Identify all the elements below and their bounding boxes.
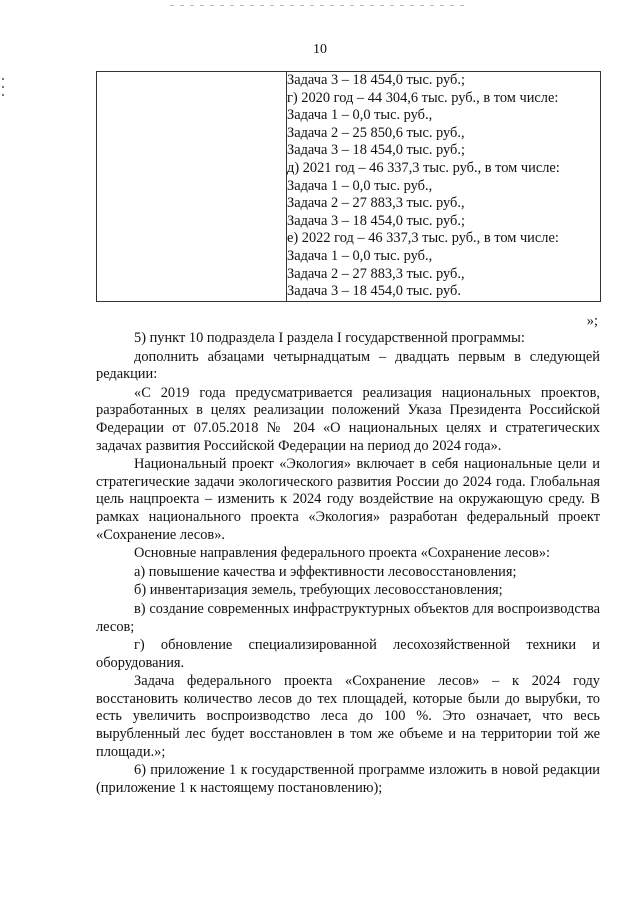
paragraph-item-5: 5) пункт 10 подраздела I раздела I государственной программы: bbox=[134, 330, 525, 346]
funding-line: Задача 2 – 25 850,6 тыс. руб., bbox=[287, 124, 465, 141]
funding-line: Задача 3 – 18 454,0 тыс. руб.; bbox=[287, 142, 465, 159]
paragraph-ecology-project: Национальный проект «Экология» включает в себя национальные цели и стратегические задачи экологического развития России до 2024 года. Глобальная цель нацпроекта – изменить к 2024 году воздействие на окружающую среду. В рамках национального проекта «Экология» разработан федеральный проект «Сохранение лесов». bbox=[96, 456, 600, 543]
funding-line: Задача 2 – 27 883,3 тыс. руб., bbox=[287, 195, 465, 212]
list-item-b: б) инвентаризация земель, требующих лесовосстановления; bbox=[134, 582, 503, 599]
funding-line: Задача 1 – 0,0 тыс. руб., bbox=[287, 177, 433, 194]
paragraph-directions-heading: Основные направления федерального проекта «Сохранение лесов»: bbox=[134, 545, 551, 562]
closing-quote: »; bbox=[586, 313, 598, 329]
funding-line: е) 2022 год – 46 337,3 тыс. руб., в том числе: bbox=[287, 230, 559, 247]
funding-line: д) 2021 год – 46 337,3 тыс. руб., в том числе: bbox=[287, 159, 560, 176]
funding-line: Задача 3 – 18 454,0 тыс. руб.; bbox=[287, 212, 465, 229]
list-item-d: г) обновление специализированной лесохозяйственной техники и оборудования. bbox=[96, 637, 600, 671]
document-body bbox=[96, 330, 600, 798]
page-number: 10 bbox=[313, 42, 327, 57]
table-cell-empty bbox=[97, 72, 287, 302]
funding-line: Задача 1 – 0,0 тыс. руб., bbox=[287, 107, 433, 124]
funding-line: Задача 1 – 0,0 тыс. руб., bbox=[287, 247, 433, 264]
list-item-a: а) повышение качества и эффективности лесовосстановления; bbox=[134, 563, 517, 580]
funding-line: г) 2020 год – 44 304,6 тыс. руб., в том числе: bbox=[287, 89, 559, 106]
paragraph-item-6: 6) приложение 1 к государственной программе изложить в новой редакции (приложение 1 к настоящему постановлению); bbox=[96, 762, 600, 796]
funding-line: Задача 2 – 27 883,3 тыс. руб., bbox=[287, 265, 465, 282]
funding-table bbox=[96, 71, 601, 302]
table-row bbox=[97, 72, 601, 302]
paragraph-project-goal: Задача федерального проекта «Сохранение лесов» – к 2024 году восстановить количество лесов до тех площадей, которые были до вырубки, то есть увеличить воспроизводство леса до 100 %. Это означает, что весь вырубленный лес будет восстановлен в том же объеме и на территории той же площади.»; bbox=[96, 673, 600, 760]
funding-line: Задача 3 – 18 454,0 тыс. руб.; bbox=[287, 72, 465, 88]
funding-line: Задача 3 – 18 454,0 тыс. руб. bbox=[287, 283, 461, 300]
list-item-c: в) создание современных инфраструктурных объектов для воспроизводства лесов; bbox=[96, 600, 600, 635]
scan-margin-marks bbox=[2, 78, 5, 102]
paragraph-amend-intro: дополнить абзацами четырнадцатым – двадцать первым в следующей редакции: bbox=[96, 348, 600, 383]
scan-top-edge bbox=[170, 5, 470, 6]
paragraph-national-projects: «С 2019 года предусматривается реализация национальных проектов, разработанных в целях реализации положений Указа Президента Российской Федерации от 07.05.2018 № 204 «О национальных целях и стратегических задачах развития Российской Федерации на период до 2024 года». bbox=[96, 384, 600, 454]
table-cell-funding bbox=[287, 72, 601, 302]
